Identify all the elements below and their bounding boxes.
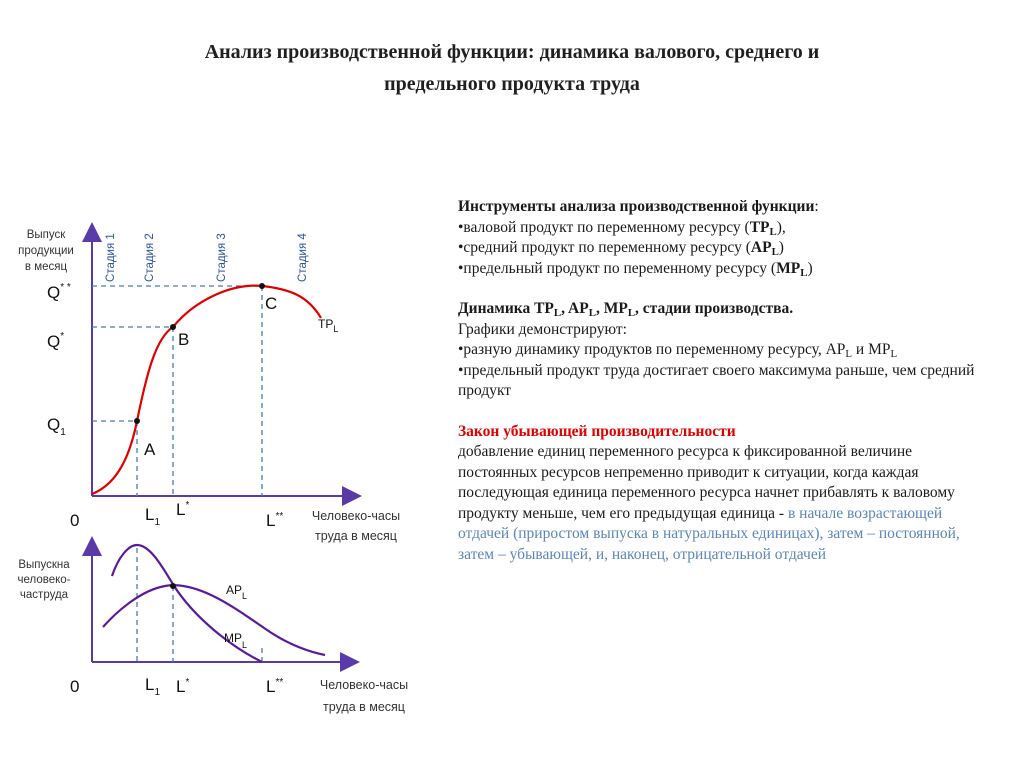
stage-label-2: Стадия 2 <box>144 233 156 282</box>
top-chart <box>18 229 400 543</box>
tools-heading-colon: : <box>814 198 819 215</box>
top-y-axis-label-2: продукции <box>18 245 74 257</box>
tick-q1: $Q_1$ <box>47 415 66 438</box>
point-c-label: C <box>265 294 278 313</box>
top-y-axis-label-3: в месяц <box>24 261 68 273</box>
top-tick-l1: $L_1$ <box>145 505 161 528</box>
law-text: добавление единиц переменного ресурса к фиксированной величине постоянных ресурсов непременно приводит к ситуации, когда каждая последующая единица переменного ресурса начнет прибавлять к валовому продукту меньше, чем его предыдущая единица - в начале возрастающей отдачей (приростом выпуска в натуральных единицах), затем – постоянной, затем – убывающей, и, наконец, отрицательной отдачей <box>458 443 960 563</box>
bottom-x-axis-label-1: Человеко-часы <box>319 678 409 692</box>
law-heading: Закон убывающей производительности <box>458 422 736 440</box>
tools-heading-line <box>458 197 978 218</box>
tick-q-star-star: Q* * <box>47 282 71 302</box>
top-x-axis-label-1: Человеко-часы <box>311 509 401 523</box>
tools-heading: Инструменты анализа производственной функции <box>458 198 815 215</box>
point-a-marker <box>134 418 140 424</box>
bottom-tick-l-star: L* <box>176 677 190 696</box>
ap-curve-label: $AP_L$ <box>226 583 248 601</box>
tools-ap-item: •средний продукт по переменному ресурсу $(AP_L)$ <box>458 239 784 258</box>
stage-label-3: Стадия 3 <box>216 233 228 282</box>
ap-max-marker <box>170 583 176 589</box>
bottom-y-axis-label-2: человеко- <box>17 574 71 586</box>
top-tick-l-star: L* <box>176 500 190 519</box>
top-tick-zero: 0 <box>70 511 80 530</box>
point-a-label: A <box>144 440 156 459</box>
tools-tp-item: •валовой продукт по переменному ресурсу $(TP_L)$, <box>458 218 786 238</box>
graphs-show-text: Графики демонстрируют: <box>458 320 627 338</box>
point-b-marker <box>170 324 176 330</box>
law-text-highlight: в начале возрастающей отдачей (приростом выпуска в натуральных единицах), затем – постоянной, затем – убывающей, и, наконец, отрицательной отдачей <box>458 504 960 563</box>
top-tick-l-star-star: L** <box>266 511 284 530</box>
stage-label-1: Стадия 1 <box>105 233 117 282</box>
tools-mp-item: •предельный продукт по переменному ресурсу $(MP_L)$ <box>458 259 813 279</box>
bottom-y-axis-label-3: частруда <box>19 589 69 601</box>
explanation-panel <box>458 197 978 565</box>
bottom-tick-l1: $L_1$ <box>145 675 161 698</box>
point-c-marker <box>259 283 265 289</box>
mp-curve-label: $MP_L$ <box>224 631 248 650</box>
top-x-axis-label-2: труда в месяц <box>315 529 397 543</box>
title-line-1: Анализ производственной функции: динамика валового, среднего и <box>204 41 820 63</box>
bottom-y-axis-label-1: Выпускна <box>18 559 70 571</box>
bottom-tick-l-star-star: L** <box>266 677 284 696</box>
title-line-2: предельного продукта труда <box>384 73 640 95</box>
top-y-axis-label-1: Выпуск <box>26 229 66 241</box>
stage-label-4: Стадия 4 <box>297 233 309 282</box>
bottom-tick-zero: 0 <box>70 677 80 696</box>
point-b-label: B <box>178 330 190 349</box>
tp-curve-label: $TP_L$ <box>318 317 339 334</box>
top-guide-lines <box>92 286 262 496</box>
bottom-x-axis-label-2: труда в месяц <box>323 700 405 714</box>
ap-curve <box>103 585 325 655</box>
dynamics-heading: Динамика $TP_L$, $AP_L$, $MP_L$, стадии производства. <box>458 300 794 319</box>
tp-curve <box>92 286 321 494</box>
tick-q-star: Q* <box>47 331 65 351</box>
bottom-chart <box>17 545 408 714</box>
bullet-mp-max: •предельный продукт труда достигает своего максимума раньше, чем средний продукт <box>458 361 975 399</box>
bullet-dynamics: •разную динамику продуктов по переменному ресурсу, $AP_L$ и $MP_L$ <box>458 341 898 360</box>
